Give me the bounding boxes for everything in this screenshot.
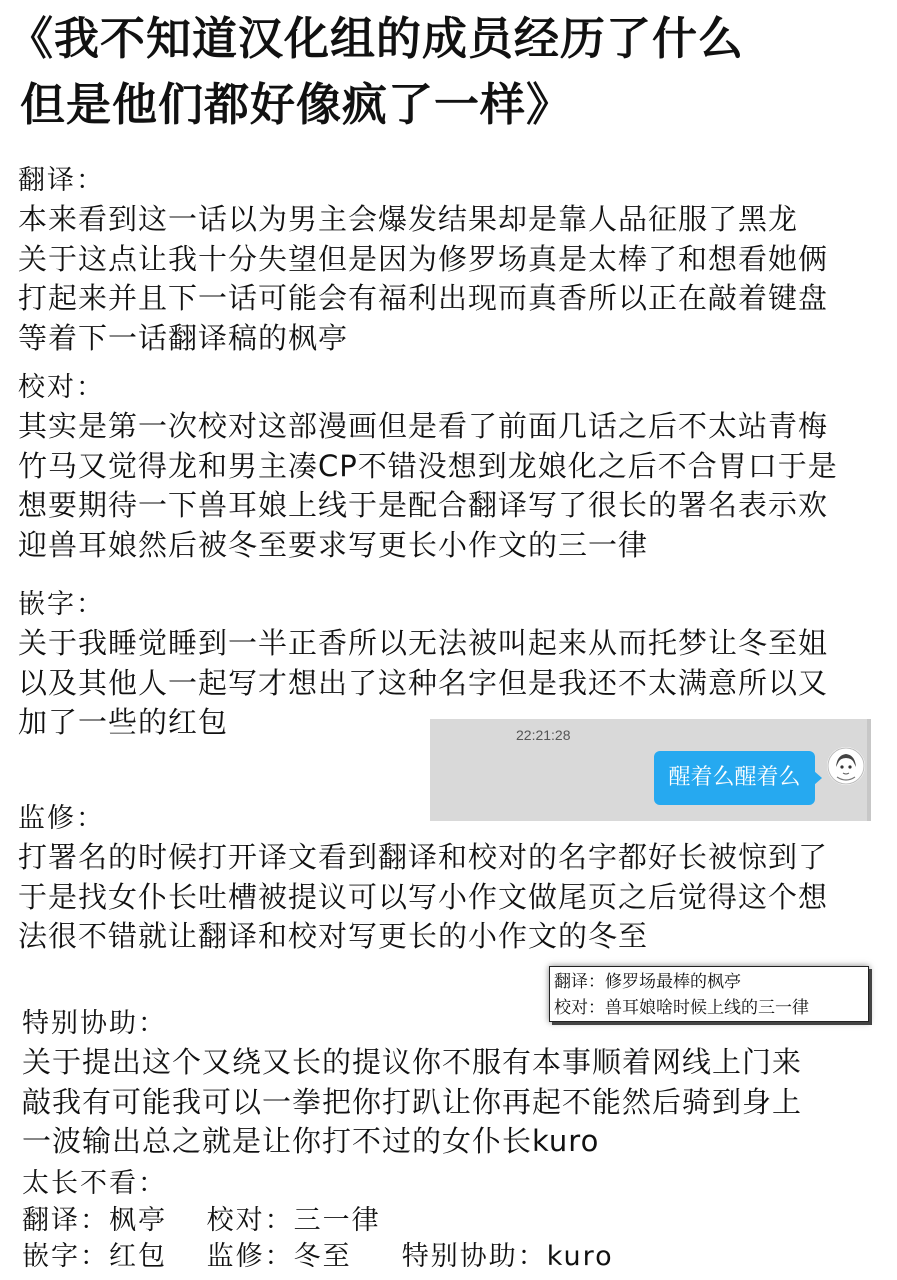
text-line: 等着下一话翻译稿的枫亭 bbox=[18, 320, 349, 355]
note-line-translation: 翻译：修罗场最棒的枫亭 bbox=[554, 972, 741, 992]
text-line: 关于这点让我十分失望但是因为修罗场真是太棒了和想看她俩 bbox=[18, 241, 829, 276]
tldr-label: 太长不看： bbox=[22, 1168, 167, 1199]
text-line: 打起来并且下一话可能会有福利出现而真香所以正在敲着键盘 bbox=[18, 281, 829, 315]
text-line: 以及其他人一起写才想出了这种名字但是我还不太满意所以又 bbox=[18, 665, 829, 700]
tldr-row-1: 翻译：枫亭 校对：三一律 bbox=[22, 1205, 381, 1236]
note-line-proofread: 校对：兽耳娘啥时候上线的三一律 bbox=[554, 998, 809, 1018]
chat-timestamp: 22:21:28 bbox=[516, 727, 571, 743]
special-text bbox=[22, 1043, 892, 1162]
tldr-row-2: 嵌字：红包 监修：冬至 特别协助：kuro bbox=[22, 1241, 614, 1272]
text-line: 打署名的时候打开译文看到翻译和校对的名字都好长被惊到了 bbox=[18, 840, 829, 874]
text-line: 竹马又觉得龙和男主凑CP不错没想到龙娘化之后不合胃口于是 bbox=[18, 448, 838, 483]
anime-avatar-icon bbox=[827, 747, 865, 785]
title-line-2: 但是他们都好像疯了一样》 bbox=[20, 78, 573, 131]
text-line: 本来看到这一话以为男主会爆发结果却是靠人品征服了黑龙 bbox=[18, 202, 799, 236]
text-line: 于是找女仆长吐槽被提议可以写小作文做尾页之后觉得这个想 bbox=[18, 879, 829, 914]
chat-bubble: 醒着么醒着么 bbox=[654, 751, 815, 805]
translation-text bbox=[18, 200, 888, 358]
text-line: 敲我有可能我可以一拳把你打趴让你再起不能然后骑到身上 bbox=[22, 1084, 803, 1119]
tldr-section bbox=[22, 1165, 892, 1275]
translation-section bbox=[18, 162, 888, 358]
supervise-text bbox=[18, 838, 888, 957]
text-line: 一波输出总之就是让你打不过的女仆长kuro bbox=[22, 1124, 600, 1158]
page-title bbox=[8, 6, 893, 138]
special-section bbox=[22, 1005, 892, 1162]
text-line: 迎兽耳娘然后被冬至要求写更长小作文的三一律 bbox=[18, 527, 649, 562]
proofread-text bbox=[18, 407, 888, 565]
chat-bubble-tail bbox=[814, 771, 822, 785]
typeset-label: 嵌字： bbox=[18, 589, 105, 620]
text-line: 其实是第一次校对这部漫画但是看了前面几话之后不太站青梅 bbox=[18, 409, 829, 443]
supervise-section bbox=[18, 800, 888, 957]
text-line: 加了一些的红包 bbox=[18, 705, 229, 739]
special-label: 特别协助： bbox=[22, 1008, 167, 1039]
proofread-section bbox=[18, 369, 888, 565]
text-line: 关于我睡觉睡到一半正香所以无法被叫起来从而托梦让冬至姐 bbox=[18, 626, 829, 660]
title-line-1: 《我不知道汉化组的成员经历了什么 bbox=[8, 12, 745, 65]
text-line: 法很不错就让翻译和校对写更长的小作文的冬至 bbox=[18, 919, 649, 953]
text-line: 想要期待一下兽耳娘上线于是配合翻译写了很长的署名表示欢 bbox=[18, 488, 829, 522]
text-line: 关于提出这个又绕又长的提议你不服有本事顺着网线上门来 bbox=[22, 1045, 803, 1079]
proofread-label: 校对： bbox=[18, 372, 105, 403]
translation-label: 翻译： bbox=[18, 165, 105, 196]
supervise-label: 监修： bbox=[18, 803, 105, 834]
